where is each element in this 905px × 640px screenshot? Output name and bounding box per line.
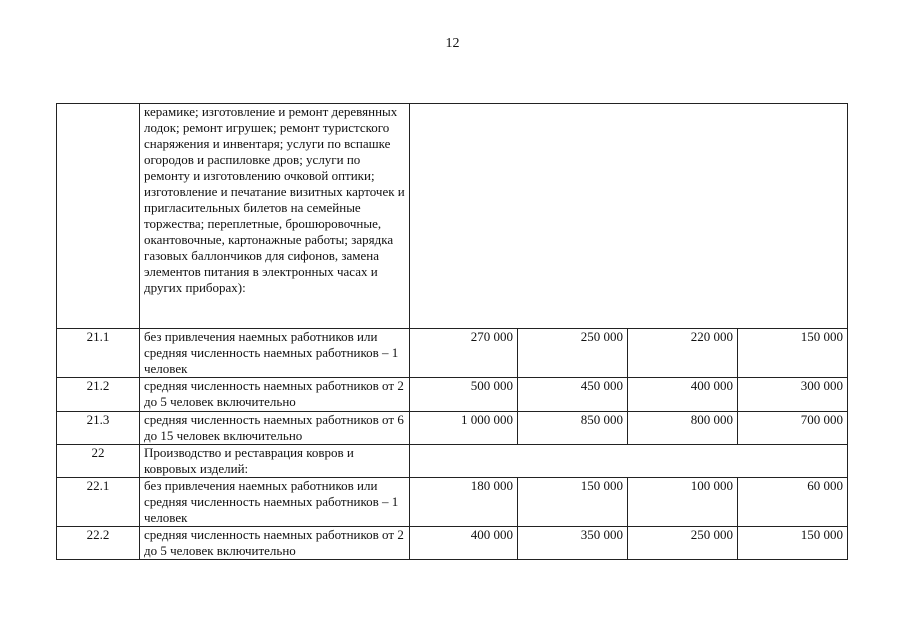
row-number: 21.3 [57,412,140,445]
row-number: 21.1 [57,329,140,378]
value-cell: 60 000 [738,478,848,527]
table-row [57,104,848,329]
value-cell: 400 000 [410,527,518,560]
row-description: средняя численность наемных работников от 6 до 15 человек включительно [140,412,410,445]
value-cell: 800 000 [628,412,738,445]
tariff-table [56,103,848,560]
table-row [57,412,848,445]
row-description: Производство и реставрация ковров и ковровых изделий: [140,445,410,478]
value-cell: 700 000 [738,412,848,445]
table-row [57,478,848,527]
row-number: 21.2 [57,378,140,412]
table-row [57,445,848,478]
value-cell: 150 000 [738,527,848,560]
value-cell: 450 000 [518,378,628,412]
row-description: средняя численность наемных работников от 2 до 5 человек включительно [140,527,410,560]
row-description: без привлечения наемных работников или средняя численность наемных работников – 1 человек [140,478,410,527]
value-cell: 150 000 [518,478,628,527]
empty-values-cell [410,104,848,329]
value-cell: 350 000 [518,527,628,560]
value-cell: 300 000 [738,378,848,412]
empty-values-cell [410,445,848,478]
value-cell: 150 000 [738,329,848,378]
row-number: 22.2 [57,527,140,560]
row-number: 22.1 [57,478,140,527]
table-row [57,527,848,560]
value-cell: 270 000 [410,329,518,378]
value-cell: 850 000 [518,412,628,445]
value-cell: 220 000 [628,329,738,378]
table-row [57,378,848,412]
row-number [57,104,140,329]
row-description: без привлечения наемных работников или средняя численность наемных работников – 1 человек [140,329,410,378]
row-description: керамике; изготовление и ремонт деревянных лодок; ремонт игрушек; ремонт туристского снаряжения и инвентаря; услуги по вспашке огородов и распиловке дров; услуги по ремонту и изготовлению очковой оптики; изготовление и печатание визитных карточек и пригласительных билетов на семейные торжества; переплетные, брошюровочные, окантовочные, картонажные работы; зарядка газовых баллончиков для сифонов, замена элементов питания в электронных часах и других приборах): [140,104,410,329]
value-cell: 250 000 [628,527,738,560]
page-number: 12 [445,36,460,51]
value-cell: 500 000 [410,378,518,412]
value-cell: 180 000 [410,478,518,527]
value-cell: 250 000 [518,329,628,378]
row-description: средняя численность наемных работников от 2 до 5 человек включительно [140,378,410,412]
row-number: 22 [57,445,140,478]
value-cell: 1 000 000 [410,412,518,445]
value-cell: 100 000 [628,478,738,527]
table-row [57,329,848,378]
value-cell: 400 000 [628,378,738,412]
